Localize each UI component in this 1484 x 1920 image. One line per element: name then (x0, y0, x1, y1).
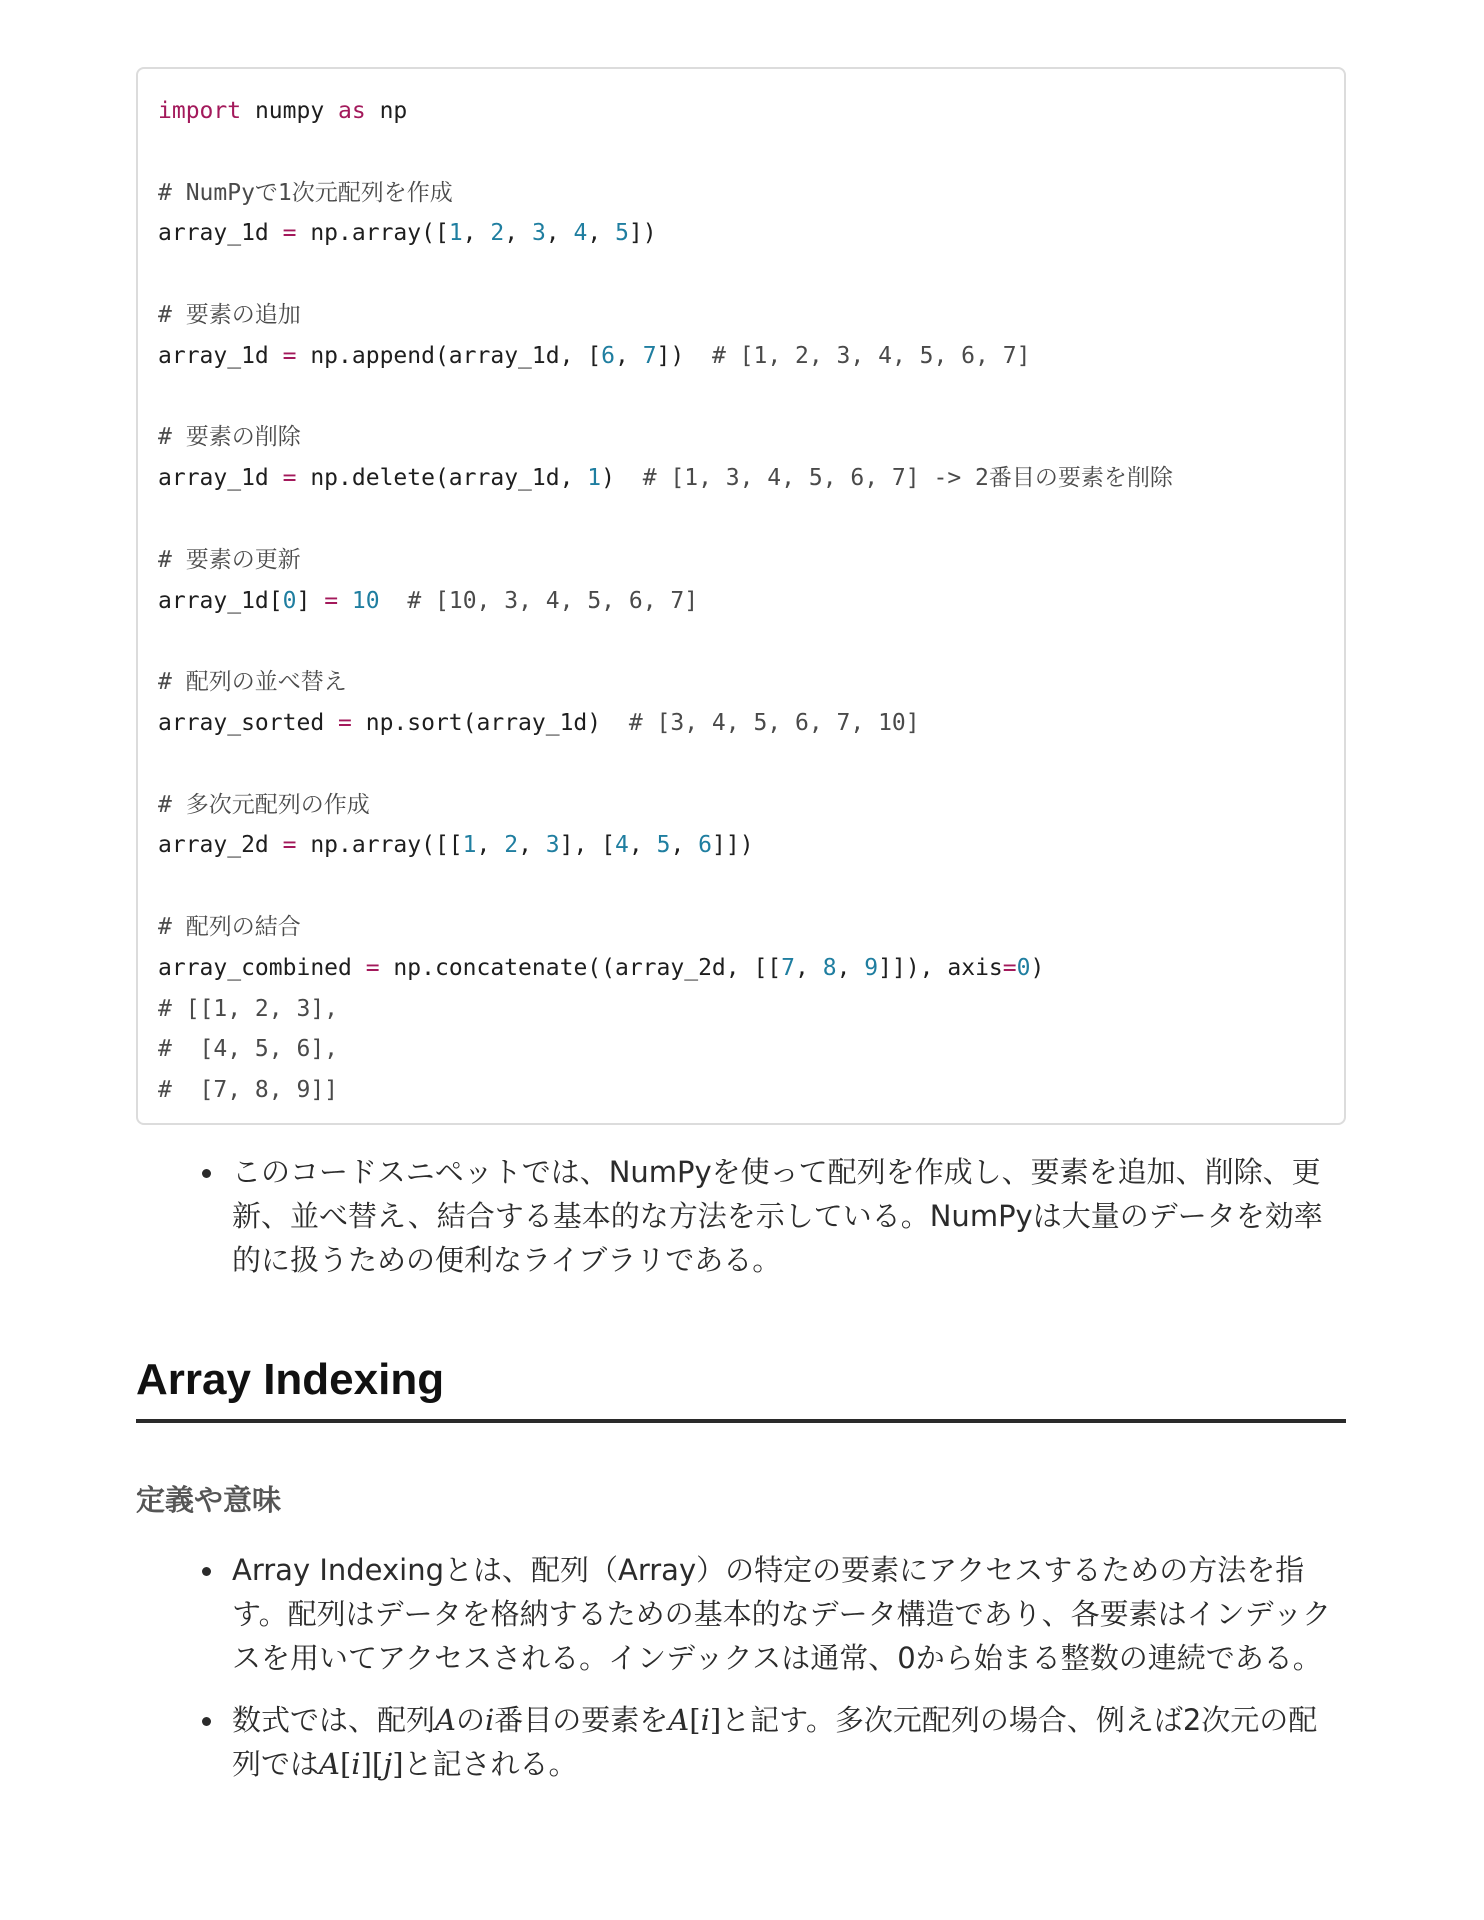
code-token: 6 (698, 832, 713, 859)
code-token: ]]), axis (878, 954, 1003, 981)
code-token: # 要素の追加 (158, 301, 301, 328)
code-line (158, 907, 1344, 948)
code-token: import (158, 98, 242, 124)
code-token: , (476, 832, 505, 859)
code-token: = (282, 465, 297, 492)
math-symbol: i (351, 1747, 361, 1781)
code-line (158, 254, 1344, 295)
code-token: 7 (642, 342, 657, 369)
code-line (158, 295, 1344, 336)
code-line (158, 703, 1344, 744)
math-symbol: A (668, 1703, 690, 1737)
math-symbol: [ (339, 1747, 352, 1781)
code-block (136, 67, 1346, 1125)
code-token: np (365, 98, 408, 124)
code-line (158, 785, 1344, 826)
code-token: 5 (656, 832, 671, 859)
code-token: 9 (864, 954, 879, 981)
text-fragment: 番目の要素を (494, 1703, 669, 1737)
list-item (0, 1150, 1342, 1282)
code-token: # 要素の更新 (158, 546, 301, 573)
code-line (158, 989, 1344, 1030)
code-token: array_1d (158, 342, 283, 369)
code-line (158, 662, 1344, 703)
code-token: ], [ (559, 832, 616, 859)
code-token: , (504, 220, 532, 247)
bullet-dot-icon (202, 1567, 211, 1576)
code-token: = (282, 220, 297, 247)
text-fragment: 数式では、配列 (232, 1703, 436, 1737)
code-token: np.array([ (296, 220, 449, 247)
math-symbol: A (319, 1747, 340, 1781)
code-token: ) (601, 465, 643, 492)
bullet-dot-icon (202, 1169, 211, 1178)
code-token (338, 588, 352, 614)
code-token: np.concatenate((array_2d, [[ (379, 954, 782, 981)
code-token: 2 (490, 220, 505, 247)
text-fragment: と記される。 (403, 1747, 578, 1781)
math-symbol: ][ (360, 1747, 384, 1781)
math-symbol: [ (689, 1703, 701, 1737)
code-line (158, 213, 1344, 254)
code-token: # 配列の並べ替え (158, 669, 347, 696)
code-token: , (836, 954, 865, 981)
code-token: array_2d (158, 832, 283, 859)
code-token: 3 (531, 220, 546, 247)
code-token: = (338, 709, 352, 736)
definition-list (0, 1548, 1484, 1786)
formula-text (232, 1698, 1342, 1786)
code-line (158, 866, 1344, 907)
code-token: 0 (282, 587, 297, 614)
code-token: ]) (656, 342, 712, 369)
code-line (158, 91, 1344, 132)
code-line (158, 173, 1344, 214)
code-token: = (282, 342, 297, 369)
code-line (158, 458, 1344, 499)
code-token: 5 (615, 220, 629, 247)
math-symbol: A (435, 1703, 456, 1737)
code-token: # [10, 3, 4, 5, 6, 7] (407, 587, 699, 614)
subsection-heading: 定義や意味 (136, 1483, 282, 1517)
code-token: # 配列の結合 (158, 913, 301, 940)
code-token: np.delete(array_1d, (296, 465, 588, 492)
code-token: as (338, 98, 366, 124)
section-heading: Array Indexing (136, 1355, 1346, 1423)
list-item (0, 1548, 1342, 1680)
code-token: 1 (587, 465, 602, 492)
code-token: # [7, 8, 9]] (158, 1077, 339, 1104)
code-token: # [3, 4, 5, 6, 7, 10] (628, 709, 920, 736)
text-fragment: の (455, 1703, 485, 1737)
definition-text: Array Indexingとは、配列（Array）の特定の要素にアクセスするための方法を指す。配列はデータを格納するための基本的なデータ構造であり、各要素はインデックスを用いてアクセスされる。インデックスは通常、0から始まる整数の連続である。 (232, 1553, 1332, 1675)
code-token: 1 (448, 220, 463, 247)
bullet-dot-icon (202, 1717, 211, 1726)
code-token: 3 (545, 832, 560, 859)
code-token: 4 (573, 220, 588, 247)
math-symbol: ] (709, 1703, 722, 1737)
code-line (158, 132, 1344, 173)
code-token: = (282, 832, 297, 859)
code-line (158, 581, 1344, 622)
code-token: = (1002, 954, 1017, 981)
code-token: # [[1, 2, 3], (158, 995, 339, 1022)
code-token: , (795, 954, 823, 981)
code-token: 4 (615, 832, 629, 859)
math-symbol: i (700, 1703, 710, 1737)
code-token: array_1d[ (158, 587, 283, 614)
code-token: , (614, 342, 643, 369)
code-token: = (324, 587, 339, 614)
math-symbol: i (484, 1703, 495, 1737)
code-token: array_combined (158, 954, 366, 981)
code-line (158, 336, 1344, 377)
code-line (158, 1029, 1344, 1070)
summary-list (0, 1150, 1484, 1282)
code-token: np.array([[ (296, 832, 463, 859)
code-token: , (545, 220, 574, 247)
math-symbol: j (383, 1747, 393, 1781)
code-line (158, 499, 1344, 540)
code-token: np.append(array_1d, [ (296, 342, 602, 369)
code-token: = (365, 954, 380, 981)
math-symbol: ] (392, 1747, 404, 1781)
code-line (158, 377, 1344, 418)
code-token: # [1, 2, 3, 4, 5, 6, 7] (711, 342, 1031, 369)
code-token: , (518, 832, 546, 859)
code-line (158, 621, 1344, 662)
text-fragment: と記す。多次元配列の場合、例えば2次元の配列では (232, 1703, 1318, 1781)
code-token: 1 (462, 832, 477, 859)
code-token: 2 (504, 832, 519, 859)
code-line (158, 1070, 1344, 1111)
code-token: # 要素の削除 (158, 424, 301, 451)
code-line (158, 744, 1344, 785)
code-token: , (628, 832, 657, 859)
code-token: # [4, 5, 6], (158, 1036, 339, 1063)
code-token: 10 (351, 587, 380, 614)
code-token: array_1d (158, 465, 283, 492)
code-token: 8 (822, 954, 837, 981)
code-token: array_1d (158, 220, 283, 247)
code-line (158, 825, 1344, 866)
code-token (380, 588, 408, 614)
code-token: ] (296, 587, 325, 614)
code-token: # [1, 3, 4, 5, 6, 7] -> 2番目の要素を削除 (642, 465, 1173, 492)
code-line (158, 417, 1344, 458)
code-token: ) (1030, 954, 1045, 981)
code-token: , (587, 220, 616, 247)
code-line (158, 948, 1344, 989)
summary-text: このコードスニペットでは、NumPyを使って配列を作成し、要素を追加、削除、更新、並べ替え、結合する基本的な方法を示している。NumPyは大量のデータを効率的に扱うための便利なライブラリである。 (232, 1155, 1323, 1277)
code-token: np.sort(array_1d) (351, 709, 629, 736)
code-token: numpy (241, 98, 339, 124)
code-token: # 多次元配列の作成 (158, 791, 370, 818)
code-token: ]) (628, 220, 657, 247)
code-token: 0 (1016, 954, 1031, 981)
code-token: array_sorted (158, 709, 339, 736)
code-token: , (462, 220, 491, 247)
code-token: # NumPyで1次元配列を作成 (158, 179, 453, 206)
list-item (0, 1698, 1342, 1786)
code-token: 6 (601, 342, 615, 369)
code-token: 7 (781, 954, 796, 981)
code-token: ]]) (712, 832, 754, 859)
code-token: , (670, 832, 699, 859)
code-line (158, 540, 1344, 581)
